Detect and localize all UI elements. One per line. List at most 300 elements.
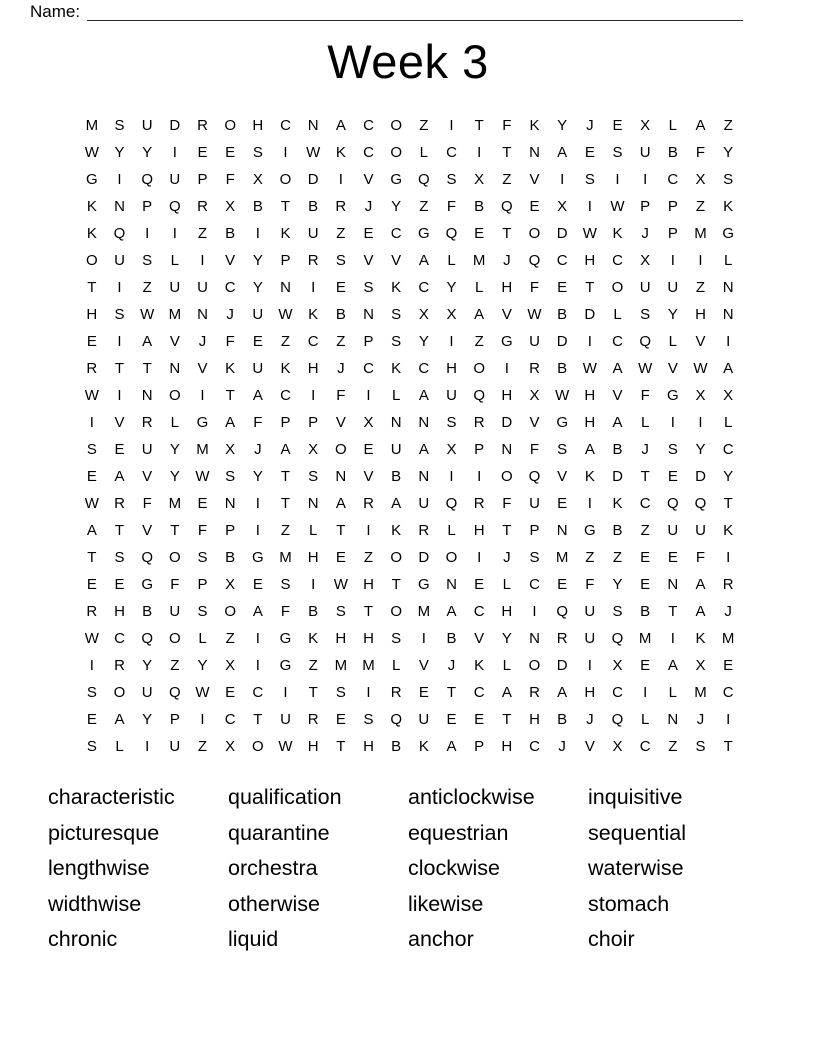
grid-cell: M xyxy=(417,603,431,620)
word-list-item: anticlockwise xyxy=(408,785,535,809)
grid-cell: J xyxy=(724,603,732,620)
grid-cell: J xyxy=(254,441,262,458)
word-list-item: equestrian xyxy=(408,820,509,845)
grid-cell: P xyxy=(474,441,485,458)
grid-cell: E xyxy=(86,468,97,485)
grid-cell: T xyxy=(723,738,733,755)
grid-cell: B xyxy=(225,549,236,566)
grid-cell: I xyxy=(587,333,592,350)
grid-cell: Q xyxy=(445,225,458,242)
grid-cell: X xyxy=(723,387,734,404)
grid-cell: N xyxy=(501,441,513,458)
grid-cell: E xyxy=(197,144,208,161)
grid-cell: U xyxy=(280,711,291,728)
grid-cell: G xyxy=(556,414,568,431)
grid-cell: E xyxy=(114,576,125,593)
grid-cell: L xyxy=(419,144,428,161)
grid-cell: W xyxy=(195,684,210,701)
grid-cell: I xyxy=(311,576,316,593)
grid-cell: X xyxy=(640,252,651,269)
grid-cell: X xyxy=(612,738,623,755)
grid-cell: W xyxy=(610,198,625,215)
grid-cell: L xyxy=(502,576,511,593)
grid-cell: E xyxy=(446,711,457,728)
grid-cell: L xyxy=(391,657,401,674)
grid-cell: T xyxy=(640,468,650,485)
grid-cell: G xyxy=(666,387,679,404)
grid-cell: R xyxy=(114,657,125,674)
grid-cell: O xyxy=(611,279,624,296)
grid-cell: Y xyxy=(169,468,180,485)
grid-cell: T xyxy=(114,522,125,539)
grid-cell: A xyxy=(142,333,153,350)
grid-cell: I xyxy=(477,549,482,566)
grid-cell: C xyxy=(280,117,291,134)
grid-cell: F xyxy=(695,549,706,566)
grid-cell: X xyxy=(252,171,263,188)
grid-cell: E xyxy=(335,711,346,728)
grid-cell: J xyxy=(558,738,566,755)
grid-cell: A xyxy=(446,738,457,755)
grid-cell: A xyxy=(252,603,263,620)
grid-cell: V xyxy=(474,630,485,647)
grid-cell: W xyxy=(582,360,597,377)
grid-cell: Z xyxy=(336,225,346,242)
grid-cell: J xyxy=(364,198,373,215)
grid-cell: H xyxy=(363,630,374,647)
grid-cell: J xyxy=(447,657,456,674)
grid-cell: P xyxy=(280,414,291,431)
grid-cell: R xyxy=(363,495,374,512)
grid-cell: K xyxy=(723,522,734,539)
grid-cell: S xyxy=(612,144,623,161)
grid-cell: Q xyxy=(611,630,624,647)
word-list-item: lengthwise xyxy=(48,856,150,881)
grid-cell: C xyxy=(114,630,125,647)
grid-cell: T xyxy=(723,495,733,512)
grid-cell: S xyxy=(280,576,291,593)
grid-cell: N xyxy=(169,360,181,377)
grid-cell: C xyxy=(612,333,623,350)
grid-cell: N xyxy=(446,576,457,593)
grid-cell: Z xyxy=(280,522,291,539)
grid-cell: D xyxy=(169,117,181,134)
grid-cell: H xyxy=(446,360,457,377)
grid-cell: J xyxy=(337,360,345,377)
grid-cell: U xyxy=(390,441,402,458)
grid-cell: F xyxy=(695,144,706,161)
grid-cell: R xyxy=(86,360,98,377)
grid-cell: O xyxy=(500,468,513,485)
grid-cell: Z xyxy=(225,630,235,647)
grid-cell: Y xyxy=(667,306,678,323)
grid-cell: O xyxy=(168,630,181,647)
grid-cell: C xyxy=(612,684,623,701)
grid-cell: H xyxy=(529,711,540,728)
grid-cell: B xyxy=(640,603,651,620)
grid-cell: E xyxy=(86,333,97,350)
grid-cell: V xyxy=(612,387,623,404)
grid-cell: M xyxy=(85,117,99,134)
grid-cell: V xyxy=(695,333,706,350)
grid-cell: V xyxy=(363,252,374,269)
grid-cell: O xyxy=(85,252,98,269)
grid-cell: Y xyxy=(197,657,208,674)
grid-cell: Y xyxy=(142,144,153,161)
grid-cell: O xyxy=(390,603,402,620)
name-label: Name: xyxy=(30,2,81,21)
grid-cell: H xyxy=(584,387,596,404)
grid-cell: F xyxy=(170,576,180,593)
grid-cell: L xyxy=(668,117,677,134)
grid-cell: G xyxy=(141,576,153,593)
grid-cell: S xyxy=(335,684,346,701)
grid-cell: S xyxy=(723,171,734,188)
grid-cell: Q xyxy=(390,711,402,728)
grid-cell: N xyxy=(418,468,430,485)
grid-cell: I xyxy=(255,495,260,512)
grid-cell: E xyxy=(252,576,263,593)
grid-cell: Z xyxy=(585,549,595,566)
grid-cell: Q xyxy=(417,171,430,188)
grid-cell: Y xyxy=(142,711,153,728)
grid-cell: I xyxy=(117,333,122,350)
grid-cell: H xyxy=(501,738,513,755)
grid-cell: H xyxy=(501,387,513,404)
grid-cell: E xyxy=(640,576,651,593)
grid-cell: E xyxy=(363,225,374,242)
grid-cell: M xyxy=(196,441,209,458)
grid-cell: K xyxy=(391,522,402,539)
grid-cell: N xyxy=(280,279,291,296)
grid-cell: B xyxy=(308,603,319,620)
grid-cell: E xyxy=(418,684,429,701)
grid-cell: I xyxy=(698,414,703,431)
grid-cell: O xyxy=(334,441,347,458)
grid-cell: U xyxy=(169,738,181,755)
grid-cell: P xyxy=(474,738,485,755)
grid-cell: G xyxy=(279,630,292,647)
grid-cell: M xyxy=(472,252,486,269)
grid-cell: L xyxy=(502,657,511,674)
grid-cell: F xyxy=(280,603,291,620)
grid-cell: K xyxy=(695,630,706,647)
grid-cell: K xyxy=(280,225,291,242)
grid-cell: D xyxy=(501,414,513,431)
grid-cell: L xyxy=(668,333,677,350)
grid-cell: I xyxy=(726,333,731,350)
word-list-item: choir xyxy=(588,927,635,952)
grid-cell: I xyxy=(504,360,509,377)
grid-cell: Y xyxy=(252,468,263,485)
grid-cell: B xyxy=(391,738,402,755)
grid-cell: Z xyxy=(170,657,180,674)
grid-cell: I xyxy=(698,252,703,269)
grid-cell: F xyxy=(253,414,263,431)
grid-cell: N xyxy=(224,495,236,512)
grid-cell: C xyxy=(639,738,651,755)
grid-cell: C xyxy=(446,144,457,161)
grid-cell: W xyxy=(278,306,293,323)
word-list-item: widthwise xyxy=(48,891,142,916)
grid-cell: M xyxy=(694,684,707,701)
grid-cell: Z xyxy=(640,522,650,539)
grid-cell: Y xyxy=(142,657,153,674)
grid-cell: I xyxy=(726,711,731,728)
grid-cell: B xyxy=(612,441,623,458)
grid-cell: I xyxy=(172,225,177,242)
grid-cell: D xyxy=(556,225,568,242)
grid-cell: I xyxy=(615,171,620,188)
grid-cell: S xyxy=(335,252,346,269)
grid-cell: B xyxy=(557,306,568,323)
grid-cell: S xyxy=(86,441,97,458)
grid-cell: A xyxy=(225,414,236,431)
grid-cell: I xyxy=(283,144,288,161)
grid-cell: S xyxy=(86,738,97,755)
grid-cell: H xyxy=(584,252,596,269)
grid-cell: N xyxy=(529,144,540,161)
grid-cell: W xyxy=(84,387,99,404)
grid-cell: P xyxy=(667,198,678,215)
word-list-item: clockwise xyxy=(408,856,500,881)
grid-cell: D xyxy=(307,171,319,188)
grid-cell: C xyxy=(307,333,319,350)
grid-cell: S xyxy=(114,306,125,323)
grid-cell: B xyxy=(557,360,568,377)
grid-cell: W xyxy=(555,387,570,404)
grid-cell: E xyxy=(723,657,734,674)
grid-cell: U xyxy=(307,225,319,242)
grid-cell: J xyxy=(696,711,705,728)
grid-cell: L xyxy=(391,387,401,404)
grid-cell: M xyxy=(279,549,292,566)
grid-cell: X xyxy=(640,117,651,134)
grid-cell: F xyxy=(142,495,152,512)
grid-cell: Q xyxy=(500,198,513,215)
grid-cell: I xyxy=(587,657,592,674)
grid-cell: Z xyxy=(419,117,429,134)
grid-cell: E xyxy=(474,576,485,593)
grid-cell: X xyxy=(225,576,236,593)
grid-cell: I xyxy=(283,684,288,701)
grid-cell: U xyxy=(169,171,181,188)
grid-cell: A xyxy=(695,576,706,593)
grid-cell: D xyxy=(418,549,430,566)
grid-cell: O xyxy=(113,684,126,701)
grid-cell: S xyxy=(391,333,402,350)
grid-cell: G xyxy=(196,414,209,431)
grid-cell: Q xyxy=(611,711,624,728)
grid-cell: K xyxy=(612,495,623,512)
grid-cell: S xyxy=(363,711,374,728)
grid-cell: X xyxy=(225,441,236,458)
grid-cell: B xyxy=(667,144,678,161)
grid-cell: X xyxy=(446,306,457,323)
grid-cell: H xyxy=(363,576,374,593)
grid-cell: Z xyxy=(502,171,512,188)
grid-cell: I xyxy=(449,468,454,485)
grid-cell: A xyxy=(474,306,485,323)
grid-cell: O xyxy=(528,657,541,674)
grid-cell: R xyxy=(141,414,153,431)
grid-cell: S xyxy=(225,468,236,485)
grid-cell: Y xyxy=(612,576,623,593)
grid-cell: L xyxy=(474,279,484,296)
grid-cell: E xyxy=(474,711,485,728)
grid-cell: T xyxy=(280,198,291,215)
grid-cell: X xyxy=(695,387,706,404)
grid-cell: I xyxy=(670,414,675,431)
grid-cell: T xyxy=(363,603,374,620)
grid-cell: U xyxy=(639,279,651,296)
grid-cell: U xyxy=(169,279,181,296)
word-list-column xyxy=(48,780,228,958)
grid-cell: W xyxy=(527,306,542,323)
grid-cell: S xyxy=(308,468,319,485)
grid-cell: V xyxy=(529,414,540,431)
grid-cell: I xyxy=(255,630,260,647)
grid-cell: T xyxy=(391,576,401,593)
grid-cell: C xyxy=(556,252,568,269)
grid-cell: X xyxy=(557,198,568,215)
grid-cell: B xyxy=(252,198,263,215)
grid-cell: Q xyxy=(473,387,485,404)
grid-cell: N xyxy=(197,306,208,323)
grid-cell: I xyxy=(587,198,592,215)
grid-cell: E xyxy=(363,441,374,458)
grid-cell: P xyxy=(225,522,236,539)
grid-cell: A xyxy=(335,495,346,512)
grid-cell: J xyxy=(641,441,649,458)
grid-cell: W xyxy=(693,360,708,377)
grid-cell: R xyxy=(197,198,208,215)
grid-cell: J xyxy=(586,711,594,728)
grid-cell: W xyxy=(84,144,99,161)
grid-cell: N xyxy=(667,711,679,728)
grid-cell: D xyxy=(584,306,596,323)
grid-cell: B xyxy=(335,306,346,323)
grid-cell: S xyxy=(640,306,651,323)
grid-cell: P xyxy=(169,711,180,728)
grid-cell: S xyxy=(114,117,125,134)
grid-cell: U xyxy=(418,711,430,728)
grid-cell: D xyxy=(556,333,568,350)
grid-cell: Z xyxy=(612,549,623,566)
grid-cell: V xyxy=(391,252,402,269)
grid-cell: W xyxy=(638,360,653,377)
grid-cell: U xyxy=(418,495,430,512)
grid-cell: I xyxy=(726,549,731,566)
grid-cell: U xyxy=(141,117,153,134)
grid-cell: N xyxy=(307,117,319,134)
grid-cell: T xyxy=(170,522,180,539)
grid-cell: E xyxy=(529,198,540,215)
grid-cell: Z xyxy=(336,333,346,350)
grid-cell: H xyxy=(501,279,513,296)
grid-cell: B xyxy=(225,225,236,242)
grid-cell: I xyxy=(255,522,260,539)
grid-cell: K xyxy=(225,360,236,377)
grid-cell: L xyxy=(447,252,456,269)
grid-cell: L xyxy=(613,306,622,323)
grid-cell: K xyxy=(335,144,346,161)
grid-cell: B xyxy=(308,198,319,215)
grid-cell: I xyxy=(587,495,592,512)
grid-cell: U xyxy=(529,495,540,512)
grid-cell: B xyxy=(474,198,485,215)
grid-cell: C xyxy=(224,279,236,296)
grid-cell: S xyxy=(197,549,208,566)
grid-cell: I xyxy=(643,171,648,188)
grid-cell: F xyxy=(585,576,595,593)
grid-cell: S xyxy=(335,603,346,620)
grid-cell: Z xyxy=(668,738,678,755)
grid-cell: U xyxy=(446,387,457,404)
word-list-column xyxy=(228,780,408,958)
grid-cell: L xyxy=(170,414,179,431)
grid-cell: N xyxy=(390,414,402,431)
word-list-item: orchestra xyxy=(228,856,318,881)
grid-cell: A xyxy=(280,441,291,458)
grid-cell: Z xyxy=(308,657,318,674)
grid-cell: H xyxy=(307,360,319,377)
grid-cell: C xyxy=(639,495,651,512)
grid-cell: F xyxy=(502,117,512,134)
grid-cell: V xyxy=(142,468,153,485)
grid-cell: E xyxy=(86,576,97,593)
grid-cell: S xyxy=(86,684,97,701)
grid-cell: K xyxy=(391,279,402,296)
grid-cell: O xyxy=(168,549,181,566)
grid-cell: I xyxy=(560,171,565,188)
grid-cell: X xyxy=(225,198,236,215)
grid-cell: L xyxy=(170,252,179,269)
grid-cell: R xyxy=(473,495,485,512)
grid-cell: Y xyxy=(446,279,457,296)
grid-cell: P xyxy=(197,171,208,188)
grid-cell: H xyxy=(114,603,125,620)
grid-cell: R xyxy=(114,495,125,512)
grid-cell: S xyxy=(695,738,706,755)
grid-cell: V xyxy=(557,468,568,485)
grid-cell: K xyxy=(308,630,319,647)
grid-cell: V xyxy=(225,252,236,269)
grid-cell: H xyxy=(307,738,319,755)
grid-cell: U xyxy=(197,279,208,296)
grid-cell: X xyxy=(308,441,319,458)
grid-cell: G xyxy=(251,549,264,566)
grid-cell: R xyxy=(307,252,319,269)
grid-cell: O xyxy=(390,117,402,134)
grid-cell: K xyxy=(529,117,540,134)
grid-cell: Y xyxy=(501,630,512,647)
grid-cell: A xyxy=(391,495,402,512)
grid-cell: E xyxy=(557,279,568,296)
grid-cell: A xyxy=(114,711,125,728)
grid-cell: H xyxy=(584,684,596,701)
grid-cell: E xyxy=(335,279,346,296)
grid-cell: R xyxy=(197,117,208,134)
grid-cell: I xyxy=(200,252,205,269)
grid-cell: Y xyxy=(169,441,180,458)
grid-cell: S xyxy=(446,171,457,188)
grid-cell: C xyxy=(722,684,734,701)
grid-cell: L xyxy=(668,684,677,701)
grid-cell: N xyxy=(307,495,319,512)
grid-cell: Y xyxy=(252,279,263,296)
grid-cell: Q xyxy=(168,684,181,701)
